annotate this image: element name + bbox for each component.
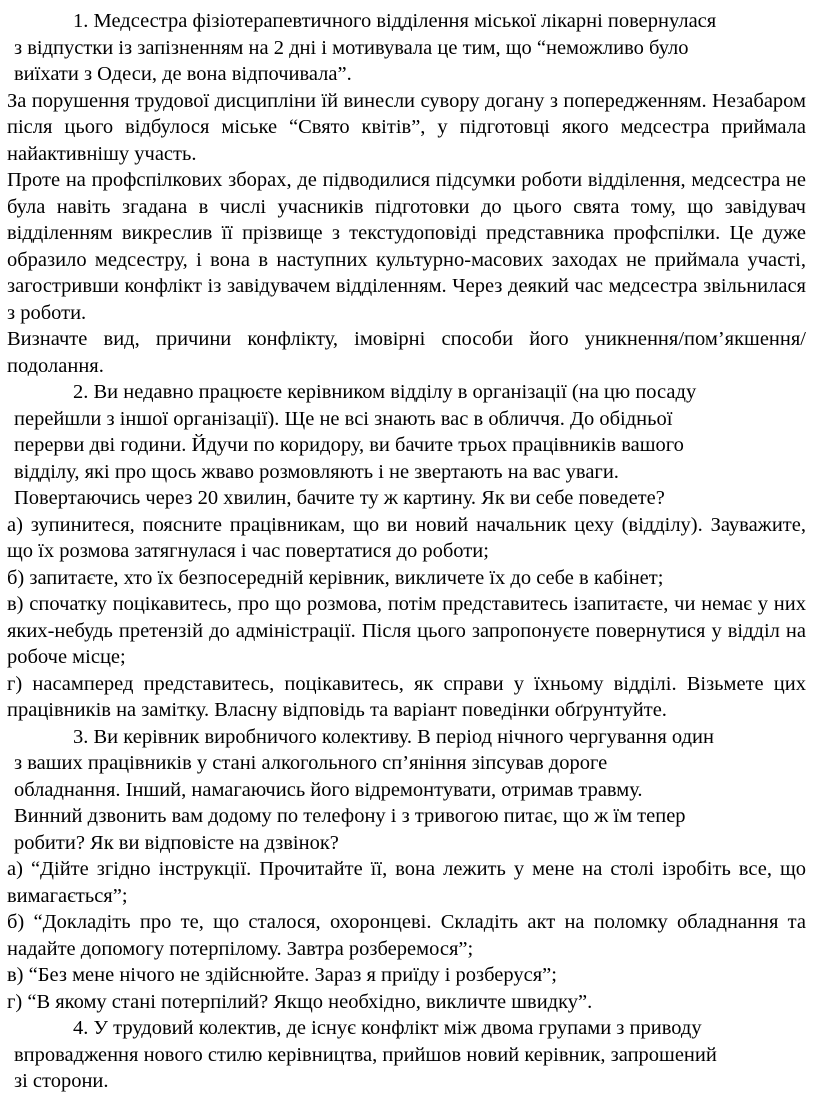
task-1-line: з відпустки із запізненням на 2 дні і мотивувала це тим, що “неможливо було — [14, 36, 689, 59]
task-2-option-c: в) спочатку поцікавитесь, про що розмова, потім представитесь ізапитаєте, чи немає у них яких-небудь претензій до адміністрації. Після цього запропонуєте повернутися у відділ на робоче місце; — [7, 593, 806, 668]
task-4-line: зі сторони. — [14, 1070, 109, 1092]
task-3-line: Винний дзвонить вам додому по телефону і з тривогою питає, що ж їм тепер — [14, 805, 686, 827]
task-2-option-b: б) запитаєте, хто їх безпосередній керівник, викличете їх до себе в кабінет; — [7, 566, 664, 589]
task-3-line: з ваших працівників у стані алкогольного сп’яніння зіпсував дороге — [14, 752, 608, 774]
task-3-option-c: в) “Без мене нічого не здійснюйте. Зараз я приїду і розберуся”; — [7, 964, 557, 986]
task-3-option-d: г) “В якому стані потерпілий? Якщо необхідно, викличте швидку”. — [7, 990, 593, 1013]
task-2-line: перейшли з іншої організації). Ще не всі знають вас в обличчя. До обідньої — [14, 407, 673, 430]
task-2-option-a: а) зупинитеся, поясните працівникам, що ви новий начальник цеху (відділу). Зауважите, що їх розмова затягнулася і час повертатися до роботи; — [7, 513, 806, 562]
task-3-line: 3. Ви керівник виробничого колективу. В період нічного чергування один — [73, 725, 714, 748]
task-3-line: робити? Як ви відповісте на дзвінок? — [14, 831, 339, 854]
task-1-paragraph: За порушення трудової дисципліни їй винесли сувору догану з попередженням. Незабаром після цього відбулося міське “Свято квітів”, у підготовці якого медсестра приймала найактивнішу участь. — [7, 89, 806, 165]
task-4-line: 4. У трудовий колектив, де існує конфлікт між двома групами з приводу — [73, 1017, 702, 1039]
task-3-statement — [7, 724, 806, 857]
task-1-line: виїхати з Одеси, де вона відпочивала”. — [14, 63, 352, 85]
task-4-line: впровадження нового стилю керівництва, прийшов новий керівник, запрошений — [14, 1043, 717, 1066]
task-1-line: 1. Медсестра фізіотерапевтичного відділення міської лікарні повернулася — [73, 10, 717, 32]
task-3-line: обладнання. Інший, намагаючись його відремонтувати, отримав травму. — [14, 778, 643, 801]
task-2-line: перерви дві години. Йдучи по коридору, ви бачите трьох працівників вашого — [14, 434, 684, 456]
task-1-question: Визначте вид, причини конфлікту, імовірні способи його уникнення/пом’якшення/подолання. — [7, 328, 806, 377]
task-2-option-d: г) насамперед представитесь, поцікавитесь, як справи у їхньому відділі. Візьмете цих працівників на замітку. Власну відповідь та варіант поведінки обґрунтуйте. — [7, 672, 806, 721]
task-2-line: 2. Ви недавно працюєте керівником відділу в організації (на цю посаду — [73, 381, 697, 403]
task-3-option-b: б) “Докладіть про те, що сталося, охоронцеві. Складіть акт на поломку обладнання та надайте допомогу потерпілому. Завтра розберемося”; — [7, 911, 806, 960]
task-2-line: Повертаючись через 20 хвилин, бачите ту ж картину. Як ви себе поведете? — [14, 487, 665, 509]
task-1-statement — [7, 8, 806, 88]
task-3-option-a: а) “Дійте згідно інструкції. Прочитайте її, вона лежить у мене на столі ізробіть все, що вимагається”; — [7, 858, 806, 907]
task-1-paragraph: Проте на профспілкових зборах, де підводилися підсумки роботи відділення, медсестра не була навіть згадана в числі учасників підготовки до цього свята тому, що завідувач відділенням викреслив її прізвище з текстудоповіді представника профспілки. Це дуже образило медсестру, і вона в наступних культурно-масових заходах не приймала участі, загостривши конфлікт із завідувачем відділенням. Через деякий час медсестра звільнилася з роботи. — [7, 169, 806, 324]
task-2-statement — [7, 379, 806, 512]
task-2-line: відділу, які про щось жваво розмовляють і не звертають на вас уваги. — [14, 460, 619, 483]
task-4-statement — [7, 1015, 806, 1095]
